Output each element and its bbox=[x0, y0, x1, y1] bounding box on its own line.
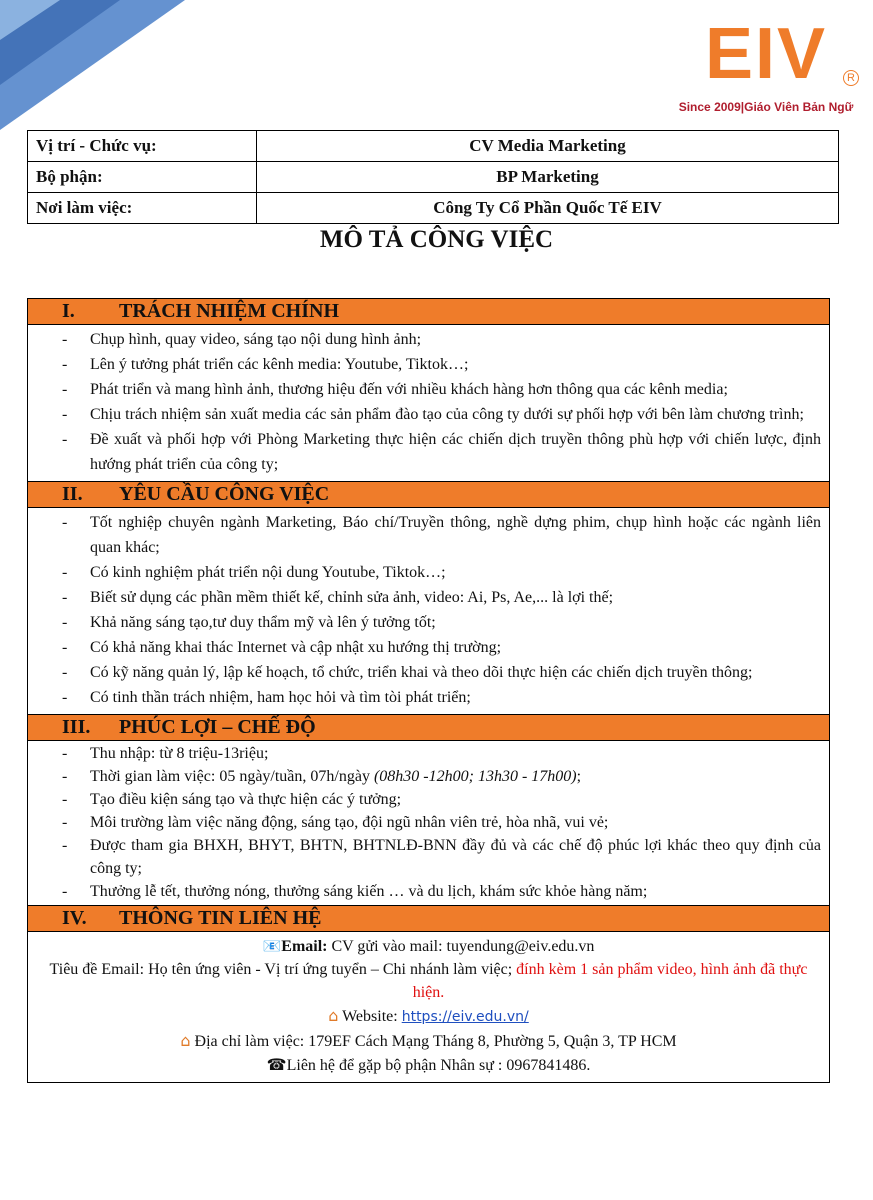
list-item: - Thời gian làm việc: 05 ngày/tuần, 07h/ngày (08h30 -12h00; 13h30 - 17h00); bbox=[62, 768, 582, 785]
list-item: - Khả năng sáng tạo,tư duy thẩm mỹ và lên ý tưởng tốt; bbox=[62, 614, 436, 631]
address-text: Địa chỉ làm việc: 179EF Cách Mạng Tháng 8, Phường 5, Quận 3, TP HCM bbox=[194, 1033, 677, 1050]
info-row bbox=[28, 162, 839, 193]
home-icon: ⌂ bbox=[328, 1006, 339, 1025]
list-item: - Biết sử dụng các phần mềm thiết kế, chỉnh sửa ảnh, video: Ai, Ps, Ae,... là lợi thế; bbox=[62, 589, 614, 606]
list-item: - Tạo điều kiện sáng tạo và thực hiện các ý tưởng; bbox=[62, 791, 402, 808]
section-number: I. bbox=[62, 300, 75, 322]
section-title: PHÚC LỢI – CHẾ ĐỘ bbox=[119, 716, 316, 738]
logo-tagline: Since 2009|Giáo Viên Bản Ngữ bbox=[678, 100, 854, 114]
section-number: II. bbox=[62, 483, 83, 505]
document-title: MÔ TẢ CÔNG VIỆC bbox=[319, 226, 554, 253]
list-item: - Phát triển và mang hình ảnh, thương hiệu đến với nhiều khách hàng hơn thông qua các kênh media; bbox=[62, 381, 728, 398]
list-item: - Thu nhập: từ 8 triệu-13riệu; bbox=[62, 745, 269, 762]
email-text: CV gửi vào mail: tuyendung@eiv.edu.vn bbox=[331, 938, 595, 955]
list-item: - Có kỹ năng quản lý, lập kế hoạch, tổ chức, triển khai và theo dõi thực hiện các chiến dịch truyền thông; bbox=[62, 664, 753, 681]
info-label: Vị trí - Chức vụ: bbox=[28, 131, 257, 162]
section-contact bbox=[28, 932, 829, 1083]
section-title: YÊU CẦU CÔNG VIỆC bbox=[119, 483, 330, 505]
info-label: Nơi làm việc: bbox=[28, 193, 257, 224]
contact-subject-line bbox=[34, 958, 823, 1004]
website-link[interactable]: https://eiv.edu.vn/ bbox=[401, 1009, 529, 1025]
section-header-benefits bbox=[28, 715, 829, 741]
email-attachment-note: đính kèm 1 sản phẩm video, hình ảnh đã thực hiện. bbox=[412, 961, 808, 1001]
contact-email-line bbox=[34, 935, 823, 958]
section-header-contact bbox=[28, 906, 829, 932]
contact-phone-line bbox=[34, 1053, 823, 1077]
working-hours-detail: (08h30 -12h00; 13h30 - 17h00) bbox=[373, 768, 577, 785]
list-item: - Môi trường làm việc năng động, sáng tạo, đội ngũ nhân viên trẻ, hòa nhã, vui vẻ; bbox=[62, 814, 609, 831]
section-header-requirements bbox=[28, 482, 829, 508]
registered-mark: R bbox=[843, 70, 859, 86]
phone-icon: ☎ bbox=[266, 1055, 287, 1074]
info-row bbox=[28, 131, 839, 162]
info-value: Công Ty Cổ Phần Quốc Tế EIV bbox=[257, 193, 839, 224]
list-item: - Được tham gia BHXH, BHYT, BHTN, BHTNLĐ-BNN đầy đủ và các chế độ phúc lợi khác theo quy định của công ty; bbox=[62, 837, 821, 877]
list-item: - Đề xuất và phối hợp với Phòng Marketing thực hiện các chiến dịch truyền thông phù hợp với chiến lược, định hướng phát triển của công ty; bbox=[62, 431, 821, 473]
eiv-logo bbox=[671, 14, 861, 126]
list-item: - Thưởng lễ tết, thưởng nóng, thưởng sáng kiến … và du lịch, khám sức khỏe hàng năm; bbox=[62, 883, 648, 900]
email-label: Email: bbox=[281, 938, 328, 955]
position-info-table bbox=[27, 130, 839, 224]
section-requirements bbox=[28, 508, 829, 715]
list-item: - Có kinh nghiệm phát triển nội dung Youtube, Tiktok…; bbox=[62, 564, 446, 581]
corner-decoration bbox=[0, 0, 200, 130]
list-item: - Chụp hình, quay video, sáng tạo nội dung hình ảnh; bbox=[62, 331, 422, 348]
list-item: - Có khả năng khai thác Internet và cập nhật xu hướng thị trường; bbox=[62, 639, 502, 656]
info-row bbox=[28, 193, 839, 224]
info-label: Bộ phận: bbox=[28, 162, 257, 193]
info-value: CV Media Marketing bbox=[257, 131, 839, 162]
phone-text: Liên hệ để gặp bộ phận Nhân sự : 0967841486. bbox=[286, 1057, 591, 1074]
contact-address-line bbox=[34, 1029, 823, 1053]
website-label: Website: bbox=[342, 1008, 398, 1025]
section-responsibilities bbox=[28, 325, 829, 482]
email-icon: 📧 bbox=[262, 937, 282, 955]
section-number: III. bbox=[62, 716, 91, 738]
list-item: - Lên ý tưởng phát triển các kênh media: Youtube, Tiktok…; bbox=[62, 356, 469, 373]
section-benefits bbox=[28, 741, 829, 906]
logo-brand: EIV bbox=[704, 14, 828, 94]
email-subject-text: Tiêu đề Email: Họ tên ứng viên - Vị trí ứng tuyển – Chi nhánh làm việc; bbox=[49, 961, 513, 978]
section-title: THÔNG TIN LIÊN HỆ bbox=[119, 907, 322, 929]
section-header-responsibilities bbox=[28, 299, 829, 325]
list-item: - Chịu trách nhiệm sản xuất media các sản phẩm đào tạo của công ty dưới sự phối hợp với bên làm chương trình; bbox=[62, 406, 804, 423]
contact-website-line bbox=[34, 1004, 823, 1029]
list-item: - Có tinh thần trách nhiệm, ham học hỏi và tìm tòi phát triển; bbox=[62, 689, 471, 706]
list-item: - Tốt nghiệp chuyên ngành Marketing, Báo chí/Truyền thông, nghề dựng phim, chụp hình hoặc các ngành liên quan khác; bbox=[62, 514, 821, 556]
home-icon: ⌂ bbox=[180, 1031, 191, 1050]
job-description-body bbox=[27, 298, 830, 1083]
info-value: BP Marketing bbox=[257, 162, 839, 193]
section-number: IV. bbox=[62, 907, 87, 929]
section-title: TRÁCH NHIỆM CHÍNH bbox=[119, 300, 340, 322]
